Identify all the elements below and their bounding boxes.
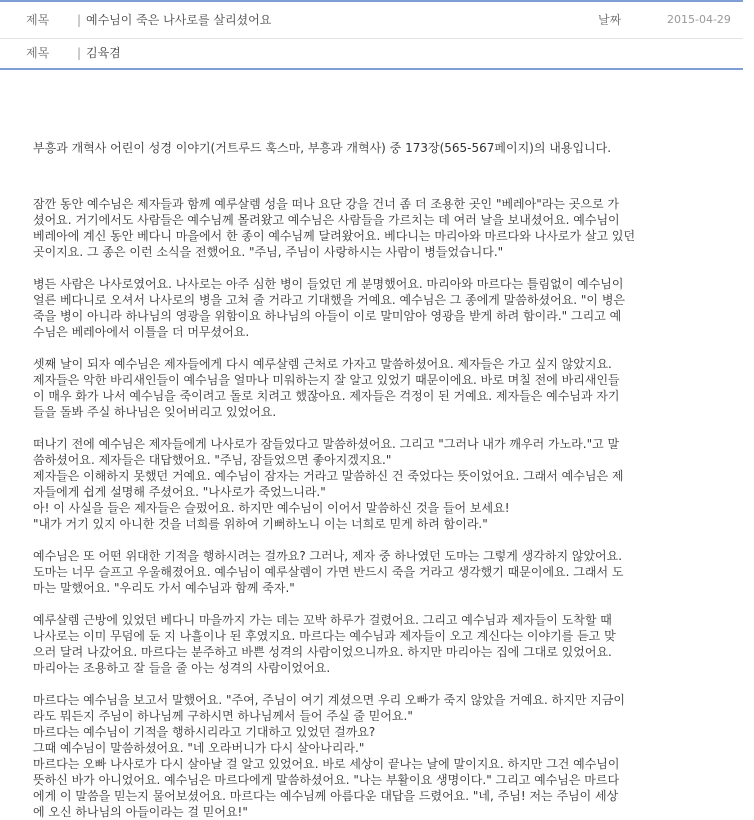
body-line: 마리아는 조용하고 잘 들을 줄 아는 성격의 사람이었어요.: [33, 661, 331, 675]
body-line: 곳이지요. 그 종은 이런 소식을 전했어요. "주님, 주님이 사랑하시는 사람이 병들었습니다.": [33, 245, 504, 259]
body-line: 들을 돌봐 주실 하나님은 잊어버리고 있었어요.: [33, 405, 277, 419]
title-label: 제목: [26, 13, 50, 27]
post-header: [0, 0, 743, 70]
body-line: 제자들은 악한 바리새인들이 예수님을 얼마나 미워하는지 잘 알고 있었기 때문이에요. 바로 며칠 전에 바리새인들: [33, 373, 620, 387]
author-row: [0, 39, 743, 70]
paragraph: [33, 612, 723, 676]
title-row: [0, 0, 743, 39]
paragraph: [33, 276, 723, 340]
body-line: 마르다는 예수님을 보고서 말했어요. "주여, 주님이 여기 계셨으면 우리 오빠가 죽지 않았을 거예요. 하지만 지금이: [33, 693, 626, 707]
body-line: 자들에게 쉽게 설명해 주셨어요. "나사로가 죽었느니라.": [33, 485, 326, 499]
post-author: 김육겸: [86, 46, 121, 60]
paragraph: [33, 548, 723, 596]
body-line: 예루살렘 근방에 있었던 베다니 마을까지 가는 데는 꼬박 하루가 걸렸어요. 그리고 예수님과 제자들이 도착할 때: [33, 613, 612, 627]
body-line: 베레아에 계신 동안 베다니 마을에서 한 종이 예수님께 달려왔어요. 베다니는 마리아와 마르다와 나사로가 살고 있던: [33, 229, 636, 243]
body-line: 잠깐 동안 예수님은 제자들과 함께 예루살렘 성을 떠나 요단 강을 건너 좀 더 조용한 곳인 "베레아"라는 곳으로 가: [33, 197, 619, 211]
divider: |: [77, 13, 82, 27]
author-label: 제목: [26, 46, 50, 60]
body-line: 예수님은 또 어떤 위대한 기적을 행하시려는 걸까요? 그러나, 제자 중 하나였던 도마는 그렇게 생각하지 않았어요.: [33, 549, 623, 563]
body-line: 마르다는 예수님이 기적을 행하시리라고 기대하고 있었던 걸까요?: [33, 725, 376, 739]
body-line: 라도 뭐든지 주님이 하나님께 구하시면 하나님께서 들어 주실 줄 믿어요.": [33, 709, 413, 723]
body-line: 뜻하신 바가 아니었어요. 예수님은 마르다에게 말씀하셨어요. "나는 부활이요 생명이다." 그리고 예수님은 마르다: [33, 773, 620, 787]
post-body: [33, 140, 723, 820]
body-line: 수님은 베레아에서 이틀을 더 머무셨어요.: [33, 325, 250, 339]
post-date: 2015-04-29: [667, 13, 731, 26]
body-line: 이 매우 화가 나서 예수님을 죽이려고 돌로 치려고 했잖아요. 제자들은 걱정이 된 거예요. 제자들은 예수님과 자기: [33, 389, 620, 403]
body-line: 얼른 베다니로 오셔서 나사로의 병을 고쳐 줄 거라고 기대했을 거예요. 예수님은 그 종에게 말씀하셨어요. "이 병은: [33, 293, 626, 307]
body-line: 에 오신 하나님의 아들이라는 걸 믿어요!": [33, 805, 248, 819]
paragraph: [33, 196, 723, 260]
paragraph: [33, 436, 723, 532]
divider: |: [77, 46, 82, 60]
body-line: 떠나기 전에 예수님은 제자들에게 나사로가 잠들었다고 말씀하셨어요. 그리고 "그러나 내가 깨우러 가노라."고 말: [33, 437, 620, 451]
body-line: 셨어요. 거기에서도 사람들은 예수님께 몰려왔고 예수님은 사람들을 가르치는 데 여러 날을 보내셨어요. 예수님이: [33, 213, 620, 227]
body-line: 마르다는 오빠 나사로가 다시 살아날 걸 알고 있었어요. 바로 세상이 끝나는 날에 말이지요. 하지만 그건 예수님이: [33, 757, 620, 771]
body-line: 셋째 날이 되자 예수님은 제자들에게 다시 예루살렘 근처로 가자고 말씀하셨어요. 제자들은 가고 싶지 않았지요.: [33, 357, 612, 371]
body-line: 으러 달려 나갔어요. 마르다는 분주하고 바쁜 성격의 사람이었으니까요. 하지만 마리아는 집에 그대로 있었어요.: [33, 645, 612, 659]
body-line: "내가 거기 있지 아니한 것을 너희를 위하여 기뻐하노니 이는 너희로 믿게 하려 함이라.": [33, 517, 488, 531]
intro-text: 부흥과 개혁사 어린이 성경 이야기(거트루드 훅스마, 부흥과 개혁사) 중 173장(565-567페이지)의 내용입니다.: [33, 141, 612, 155]
body-line: 그때 예수님이 말씀하셨어요. "네 오라버니가 다시 살아나리라.": [33, 741, 365, 755]
paragraph: [33, 692, 723, 820]
date-label: 날짜: [598, 13, 622, 27]
paragraph: [33, 356, 723, 420]
body-line: 마는 말했어요. "우리도 가서 예수님과 함께 죽자.": [33, 581, 295, 595]
body-line: 도마는 너무 슬프고 우울해졌어요. 예수님이 예루살렘이 가면 반드시 죽을 거라고 생각했기 때문이에요. 그래서 도: [33, 565, 624, 579]
body-line: 아! 이 사실을 들은 제자들은 슬펐어요. 하지만 예수님이 이어서 말씀하신 것을 들어 보세요!: [33, 501, 510, 515]
post-title: 예수님이 죽은 나사로를 살리셨어요: [86, 13, 272, 27]
body-line: 제자들은 이해하지 못했던 거예요. 예수님이 잠자는 거라고 말씀하신 건 죽었다는 뜻이었어요. 그래서 예수님은 제: [33, 469, 624, 483]
body-line: 죽을 병이 아니라 하나님의 영광을 위함이요 하나님의 아들이 이로 말미암아 영광을 받게 하려 함이라." 그리고 예: [33, 309, 622, 323]
body-line: 씀하셨어요. 제자들은 대답했어요. "주님, 잠들었으면 좋아지겠지요.": [33, 453, 392, 467]
body-line: 에게 이 말씀을 믿는지 물어보셨어요. 마르다는 예수님께 아름다운 대답을 드렸어요. "네, 주님! 저는 주님이 세상: [33, 789, 619, 803]
body-line: 나사로는 이미 무덤에 둔 지 나흘이나 된 후였지요. 마르다는 예수님과 제자들이 오고 계신다는 이야기를 듣고 맞: [33, 629, 616, 643]
body-line: 병든 사람은 나사로였어요. 나사로는 아주 심한 병이 들었던 게 분명했어요. 마리아와 마르다는 틀림없이 예수님이: [33, 277, 624, 291]
